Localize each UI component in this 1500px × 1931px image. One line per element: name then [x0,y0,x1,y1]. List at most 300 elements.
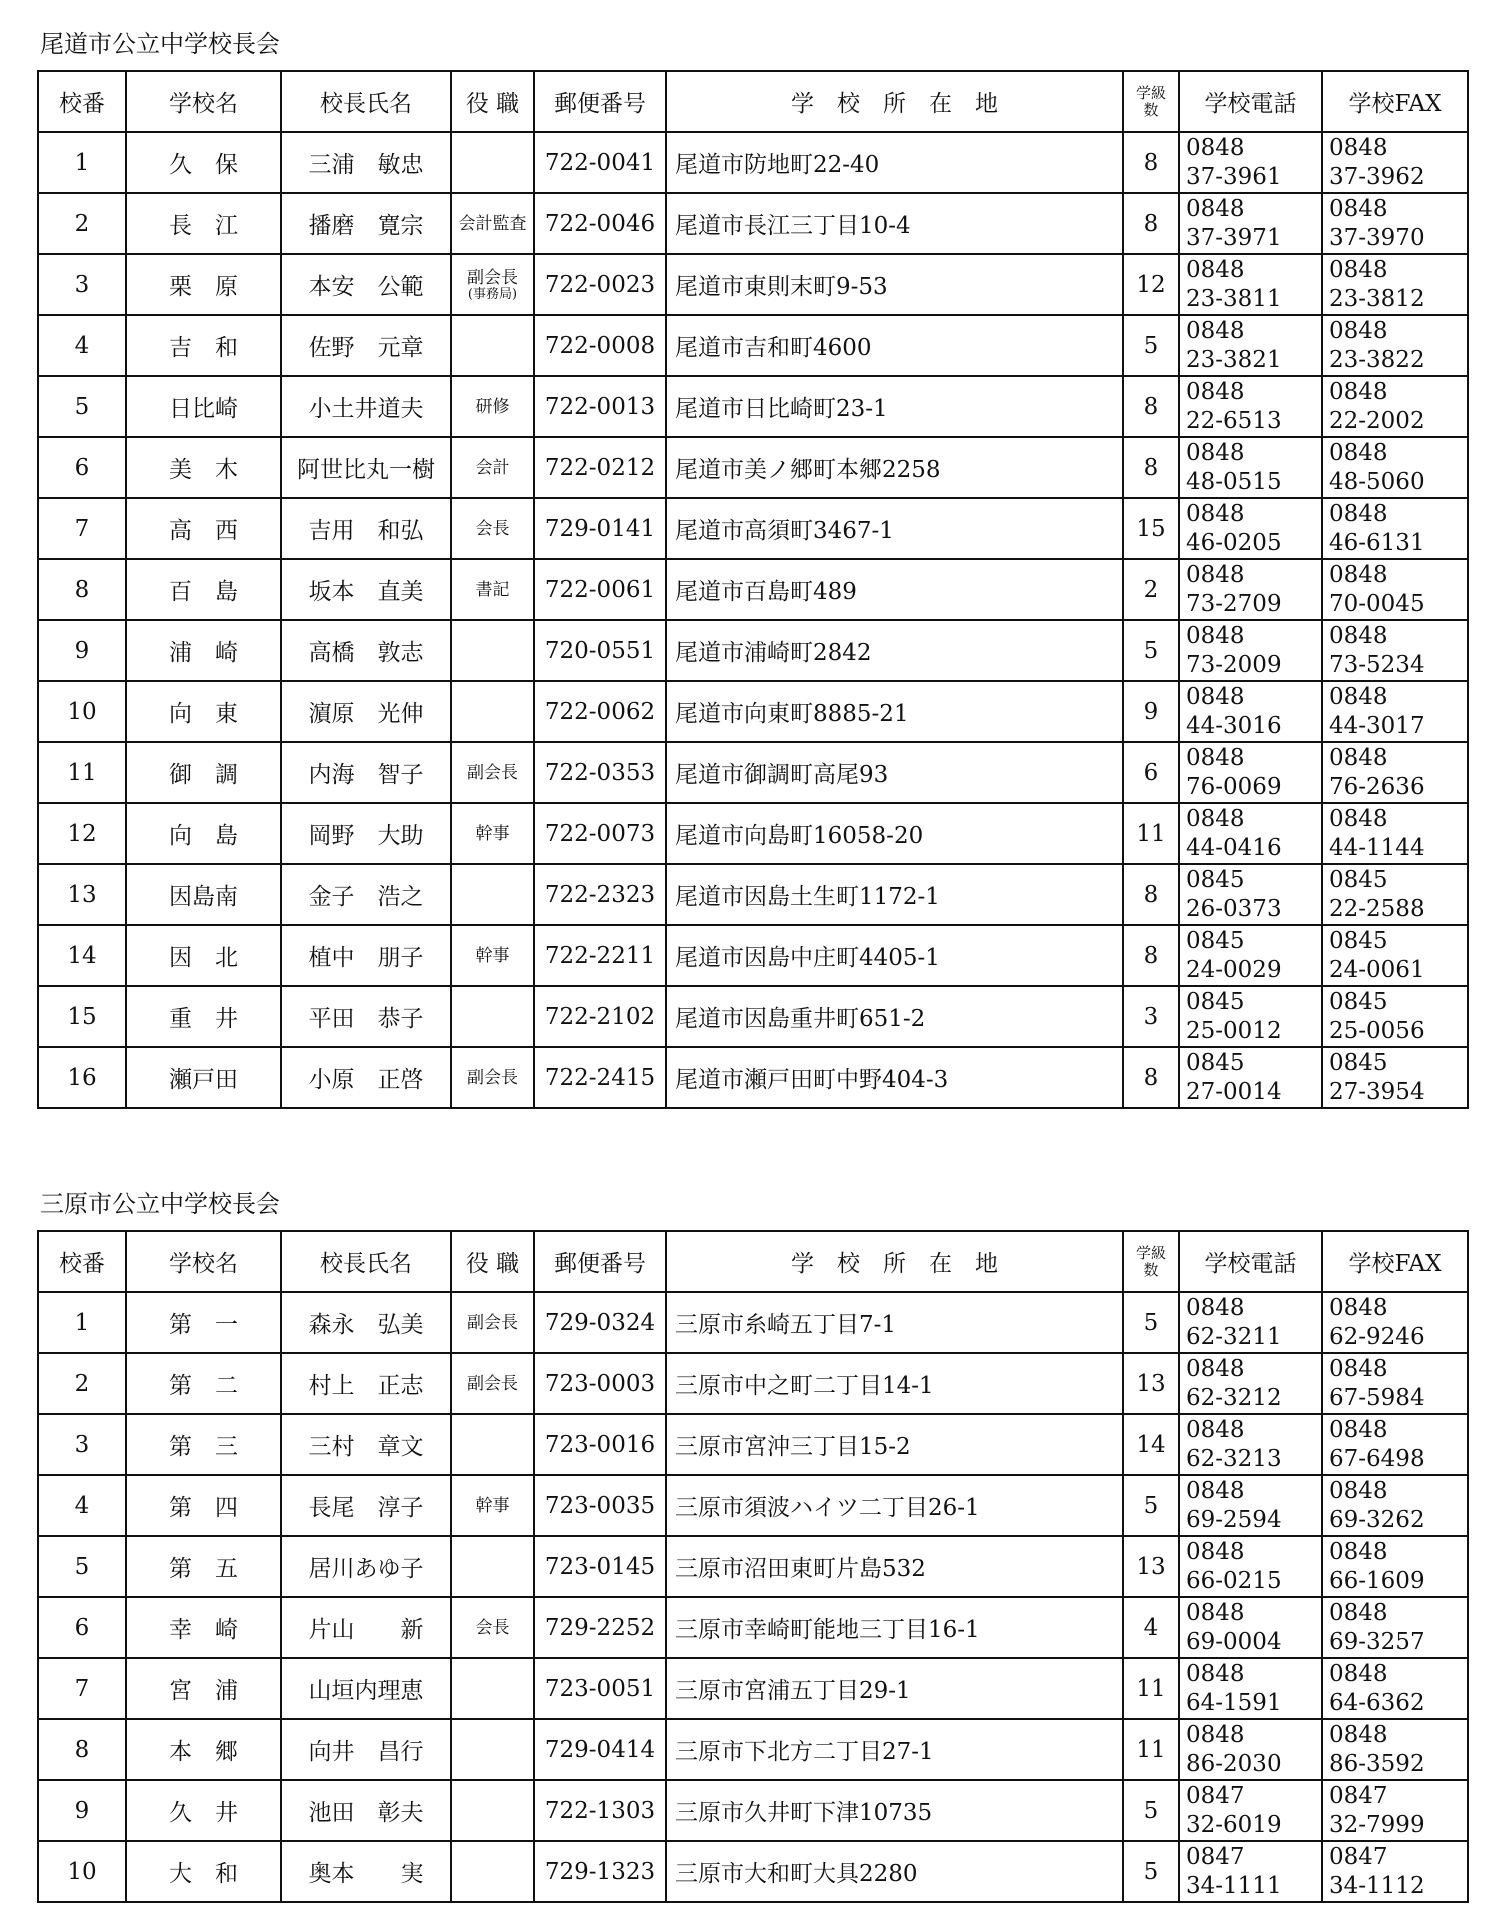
header-role: 役 職 [451,1231,534,1292]
tel-area-code: 0848 [1186,1721,1245,1748]
fax-area-code: 0848 [1329,744,1388,771]
tel-area-code: 0848 [1186,805,1245,832]
school-address: 三原市糸崎五丁目7-1 [666,1292,1123,1353]
phone-cell [1179,437,1322,498]
fax-cell [1322,1414,1468,1475]
header-row [38,1231,1468,1292]
fax-area-code: 0848 [1329,622,1388,649]
table-row [38,1047,1468,1108]
school-name: 宮 浦 [126,1658,281,1719]
school-name: 向 東 [126,681,281,742]
fax-number: 73-5234 [1329,651,1425,678]
phone-cell [1179,986,1322,1047]
postal-code: 722-2102 [534,986,666,1047]
school-name: 長 江 [126,193,281,254]
school-name: 第 五 [126,1536,281,1597]
principal-name: 植中 朋子 [281,925,451,986]
fax-cell [1322,1780,1468,1841]
school-address: 尾道市浦崎町2842 [666,620,1123,681]
role-cell [451,1475,534,1536]
tel-number: 22-6513 [1186,407,1282,434]
role: 幹事 [475,945,510,966]
phone-cell [1179,803,1322,864]
fax-cell [1322,864,1468,925]
school-name: 因島南 [126,864,281,925]
fax-number: 64-6362 [1329,1689,1425,1716]
phone-cell [1179,376,1322,437]
role-cell [451,1780,534,1841]
class-count: 5 [1123,620,1179,681]
fax-number: 76-2636 [1329,773,1425,800]
tel-area-code: 0847 [1186,1843,1245,1870]
fax-cell [1322,1292,1468,1353]
school-address: 三原市沼田東町片島532 [666,1536,1123,1597]
role-cell [451,1047,534,1108]
fax-cell [1322,803,1468,864]
role-cell [451,376,534,437]
table-row [38,1353,1468,1414]
principal-name: 小土井道夫 [281,376,451,437]
tel-number: 48-0515 [1186,468,1282,495]
phone-cell [1179,1414,1322,1475]
postal-code: 722-0212 [534,437,666,498]
fax-area-code: 0848 [1329,500,1388,527]
class-count: 8 [1123,1047,1179,1108]
principal-name: 濵原 光伸 [281,681,451,742]
phone-cell [1179,498,1322,559]
role: 副会長 [467,1067,518,1088]
school-name: 御 調 [126,742,281,803]
principal-name: 坂本 直美 [281,559,451,620]
fax-area-code: 0848 [1329,1660,1388,1687]
mihara-principals-table [37,1230,1469,1903]
school-address: 三原市大和町大具2280 [666,1841,1123,1902]
role-cell [451,1536,534,1597]
tel-area-code: 0848 [1186,622,1245,649]
fax-number: 69-3257 [1329,1628,1425,1655]
principal-name: 三村 章文 [281,1414,451,1475]
role-note: (事務局) [467,286,518,302]
fax-cell [1322,681,1468,742]
principal-name: 本安 公範 [281,254,451,315]
school-address: 尾道市百島町489 [666,559,1123,620]
fax-area-code: 0848 [1329,378,1388,405]
postal-code: 722-0008 [534,315,666,376]
tel-area-code: 0848 [1186,1660,1245,1687]
school-address: 三原市久井町下津10735 [666,1780,1123,1841]
school-number: 2 [38,1353,126,1414]
phone-cell [1179,1597,1322,1658]
fax-area-code: 0848 [1329,561,1388,588]
tel-number: 46-0205 [1186,529,1282,556]
header-principal-name: 校長氏名 [281,71,451,132]
section-title-onomichi: 尾道市公立中学校長会 [40,30,280,58]
tel-area-code: 0848 [1186,256,1245,283]
class-count: 9 [1123,681,1179,742]
fax-number: 48-5060 [1329,468,1425,495]
fax-number: 70-0045 [1329,590,1425,617]
tel-area-code: 0848 [1186,1355,1245,1382]
principal-name: 奥本 実 [281,1841,451,1902]
table-row [38,742,1468,803]
principal-name: 岡野 大助 [281,803,451,864]
postal-code: 729-0414 [534,1719,666,1780]
fax-cell [1322,132,1468,193]
table-row [38,1841,1468,1902]
school-name: 浦 崎 [126,620,281,681]
role-cell [451,1414,534,1475]
header-number: 校番 [38,71,126,132]
role-cell [451,193,534,254]
postal-code: 722-0013 [534,376,666,437]
postal-code: 729-2252 [534,1597,666,1658]
school-address: 尾道市日比崎町23-1 [666,376,1123,437]
class-count: 11 [1123,1658,1179,1719]
tel-number: 66-0215 [1186,1567,1282,1594]
class-count: 13 [1123,1536,1179,1597]
fax-area-code: 0845 [1329,927,1388,954]
class-count: 2 [1123,559,1179,620]
table-row [38,1719,1468,1780]
school-number: 3 [38,1414,126,1475]
role: 副会長 [467,1312,518,1333]
fax-number: 22-2588 [1329,895,1425,922]
role: 会計 [475,457,510,478]
header-class-count: 学級数 [1123,1231,1179,1292]
fax-area-code: 0848 [1329,683,1388,710]
fax-number: 46-6131 [1329,529,1425,556]
principal-name: 内海 智子 [281,742,451,803]
school-address: 尾道市美ノ郷町本郷2258 [666,437,1123,498]
role-cell [451,1841,534,1902]
fax-area-code: 0848 [1329,134,1388,161]
class-count: 8 [1123,437,1179,498]
tel-area-code: 0848 [1186,1538,1245,1565]
phone-cell [1179,132,1322,193]
table-row [38,864,1468,925]
fax-area-code: 0847 [1329,1782,1388,1809]
fax-area-code: 0848 [1329,1294,1388,1321]
principal-name: 播磨 寛宗 [281,193,451,254]
fax-number: 67-5984 [1329,1384,1425,1411]
phone-cell [1179,742,1322,803]
header-number: 校番 [38,1231,126,1292]
table-row [38,1658,1468,1719]
phone-cell [1179,1475,1322,1536]
school-address: 三原市須波ハイツ二丁目26-1 [666,1475,1123,1536]
school-address: 尾道市東則末町9-53 [666,254,1123,315]
header-address: 学 校 所 在 地 [666,71,1123,132]
fax-cell [1322,1047,1468,1108]
fax-area-code: 0845 [1329,866,1388,893]
class-count: 8 [1123,864,1179,925]
tel-number: 86-2030 [1186,1750,1282,1777]
class-count: 15 [1123,498,1179,559]
fax-number: 27-3954 [1329,1078,1425,1105]
school-name: 高 西 [126,498,281,559]
tel-number: 73-2709 [1186,590,1282,617]
school-address: 尾道市高須町3467-1 [666,498,1123,559]
header-row [38,71,1468,132]
class-count: 12 [1123,254,1179,315]
school-number: 6 [38,437,126,498]
school-number: 16 [38,1047,126,1108]
school-address: 尾道市長江三丁目10-4 [666,193,1123,254]
school-name: 大 和 [126,1841,281,1902]
postal-code: 723-0003 [534,1353,666,1414]
class-count: 5 [1123,1841,1179,1902]
school-number: 4 [38,1475,126,1536]
school-address: 三原市幸崎町能地三丁目16-1 [666,1597,1123,1658]
tel-number: 24-0029 [1186,956,1282,983]
table-row [38,498,1468,559]
header-phone: 学校電話 [1179,71,1322,132]
phone-cell [1179,315,1322,376]
fax-number: 22-2002 [1329,407,1425,434]
tel-area-code: 0848 [1186,744,1245,771]
principal-name: 村上 正志 [281,1353,451,1414]
school-name: 第 一 [126,1292,281,1353]
school-address: 尾道市因島土生町1172-1 [666,864,1123,925]
school-address: 尾道市向東町8885-21 [666,681,1123,742]
fax-number: 23-3812 [1329,285,1425,312]
role-cell [451,1353,534,1414]
role-cell [451,803,534,864]
school-number: 1 [38,1292,126,1353]
tel-number: 23-3811 [1186,285,1282,312]
school-number: 6 [38,1597,126,1658]
fax-cell [1322,986,1468,1047]
class-count: 8 [1123,925,1179,986]
postal-code: 729-0324 [534,1292,666,1353]
role-cell [451,437,534,498]
class-count: 5 [1123,315,1179,376]
fax-number: 62-9246 [1329,1323,1425,1350]
role: 研修 [475,396,510,417]
role: 幹事 [475,1495,510,1516]
school-address: 尾道市吉和町4600 [666,315,1123,376]
phone-cell [1179,1780,1322,1841]
tel-number: 25-0012 [1186,1017,1282,1044]
table-row [38,437,1468,498]
school-name: 重 井 [126,986,281,1047]
table-row [38,254,1468,315]
table-row [38,315,1468,376]
phone-cell [1179,864,1322,925]
principal-name: 居川あゆ子 [281,1536,451,1597]
fax-cell [1322,498,1468,559]
header-address: 学 校 所 在 地 [666,1231,1123,1292]
class-count: 5 [1123,1475,1179,1536]
fax-cell [1322,254,1468,315]
fax-number: 23-3822 [1329,346,1425,373]
tel-number: 76-0069 [1186,773,1282,800]
phone-cell [1179,1719,1322,1780]
principal-name: 三浦 敏忠 [281,132,451,193]
table-row [38,986,1468,1047]
school-number: 7 [38,1658,126,1719]
fax-area-code: 0848 [1329,1538,1388,1565]
school-name: 因 北 [126,925,281,986]
tel-number: 27-0014 [1186,1078,1282,1105]
header-principal-name: 校長氏名 [281,1231,451,1292]
principal-name: 金子 浩之 [281,864,451,925]
tel-number: 23-3821 [1186,346,1282,373]
role-cell [451,254,534,315]
fax-cell [1322,1475,1468,1536]
table-row [38,132,1468,193]
tel-number: 44-0416 [1186,834,1282,861]
school-number: 9 [38,1780,126,1841]
school-number: 13 [38,864,126,925]
tel-number: 62-3211 [1186,1323,1282,1350]
table-row [38,559,1468,620]
phone-cell [1179,1536,1322,1597]
postal-code: 722-0061 [534,559,666,620]
school-number: 2 [38,193,126,254]
fax-cell [1322,559,1468,620]
school-address: 三原市宮沖三丁目15-2 [666,1414,1123,1475]
school-name: 日比崎 [126,376,281,437]
header-postal-code: 郵便番号 [534,71,666,132]
fax-area-code: 0848 [1329,256,1388,283]
phone-cell [1179,193,1322,254]
tel-number: 37-3971 [1186,224,1282,251]
role: 副会長 [467,762,518,783]
tel-area-code: 0845 [1186,1049,1245,1076]
tel-number: 69-2594 [1186,1506,1282,1533]
fax-area-code: 0848 [1329,195,1388,222]
school-address: 尾道市瀬戸田町中野404-3 [666,1047,1123,1108]
principal-name: 小原 正啓 [281,1047,451,1108]
tel-number: 69-0004 [1186,1628,1282,1655]
header-fax: 学校FAX [1322,71,1468,132]
school-name: 久 保 [126,132,281,193]
principal-name: 佐野 元章 [281,315,451,376]
class-count: 3 [1123,986,1179,1047]
fax-cell [1322,315,1468,376]
fax-area-code: 0848 [1329,1416,1388,1443]
school-number: 1 [38,132,126,193]
principal-name: 長尾 淳子 [281,1475,451,1536]
class-count: 11 [1123,803,1179,864]
role-cell [451,315,534,376]
school-address: 三原市中之町二丁目14-1 [666,1353,1123,1414]
tel-area-code: 0848 [1186,317,1245,344]
school-address: 三原市下北方二丁目27-1 [666,1719,1123,1780]
class-count: 13 [1123,1353,1179,1414]
postal-code: 723-0016 [534,1414,666,1475]
role-cell [451,132,534,193]
postal-code: 723-0145 [534,1536,666,1597]
table-row [38,193,1468,254]
table-row [38,1292,1468,1353]
tel-area-code: 0848 [1186,134,1245,161]
fax-area-code: 0845 [1329,988,1388,1015]
role: 会長 [475,1617,510,1638]
role: 書記 [475,579,510,600]
school-number: 12 [38,803,126,864]
class-count: 5 [1123,1780,1179,1841]
fax-number: 44-3017 [1329,712,1425,739]
school-address: 尾道市御調町高尾93 [666,742,1123,803]
fax-number: 37-3970 [1329,224,1425,251]
fax-number: 67-6498 [1329,1445,1425,1472]
phone-cell [1179,1658,1322,1719]
tel-number: 62-3212 [1186,1384,1282,1411]
onomichi-principals-table [37,70,1469,1109]
tel-area-code: 0848 [1186,1294,1245,1321]
school-address: 尾道市向島町16058-20 [666,803,1123,864]
role: 副会長 [467,1373,518,1394]
table-row [38,1536,1468,1597]
header-class-count: 学級数 [1123,71,1179,132]
role-cell [451,1597,534,1658]
school-name: 第 二 [126,1353,281,1414]
role-cell [451,1719,534,1780]
school-number: 14 [38,925,126,986]
fax-number: 24-0061 [1329,956,1425,983]
phone-cell [1179,559,1322,620]
postal-code: 729-0141 [534,498,666,559]
fax-cell [1322,742,1468,803]
principal-name: 高橋 敦志 [281,620,451,681]
principal-name: 池田 彰夫 [281,1780,451,1841]
postal-code: 722-0353 [534,742,666,803]
class-count: 5 [1123,1292,1179,1353]
tel-area-code: 0848 [1186,561,1245,588]
tel-number: 26-0373 [1186,895,1282,922]
fax-number: 34-1112 [1329,1872,1425,1899]
role: 会計監査 [458,213,527,234]
school-number: 4 [38,315,126,376]
tel-number: 32-6019 [1186,1811,1282,1838]
phone-cell [1179,1353,1322,1414]
tel-number: 64-1591 [1186,1689,1282,1716]
class-count: 14 [1123,1414,1179,1475]
fax-number: 44-1144 [1329,834,1425,861]
school-name: 本 郷 [126,1719,281,1780]
fax-cell [1322,1658,1468,1719]
tel-number: 44-3016 [1186,712,1282,739]
tel-area-code: 0848 [1186,1416,1245,1443]
school-number: 11 [38,742,126,803]
role-cell [451,925,534,986]
fax-area-code: 0847 [1329,1843,1388,1870]
fax-cell [1322,925,1468,986]
tel-area-code: 0848 [1186,1599,1245,1626]
tel-area-code: 0845 [1186,866,1245,893]
principal-name: 平田 恭子 [281,986,451,1047]
school-address: 尾道市因島中庄町4405-1 [666,925,1123,986]
school-number: 8 [38,559,126,620]
postal-code: 729-1323 [534,1841,666,1902]
postal-code: 722-2323 [534,864,666,925]
role-cell [451,742,534,803]
section-title-mihara: 三原市公立中学校長会 [40,1190,280,1218]
fax-number: 69-3262 [1329,1506,1425,1533]
table-row [38,925,1468,986]
principal-name: 向井 昌行 [281,1719,451,1780]
role: 会長 [475,518,510,539]
fax-area-code: 0848 [1329,317,1388,344]
fax-area-code: 0848 [1329,439,1388,466]
role-cell [451,620,534,681]
fax-number: 32-7999 [1329,1811,1425,1838]
postal-code: 723-0035 [534,1475,666,1536]
postal-code: 722-1303 [534,1780,666,1841]
fax-area-code: 0848 [1329,1599,1388,1626]
